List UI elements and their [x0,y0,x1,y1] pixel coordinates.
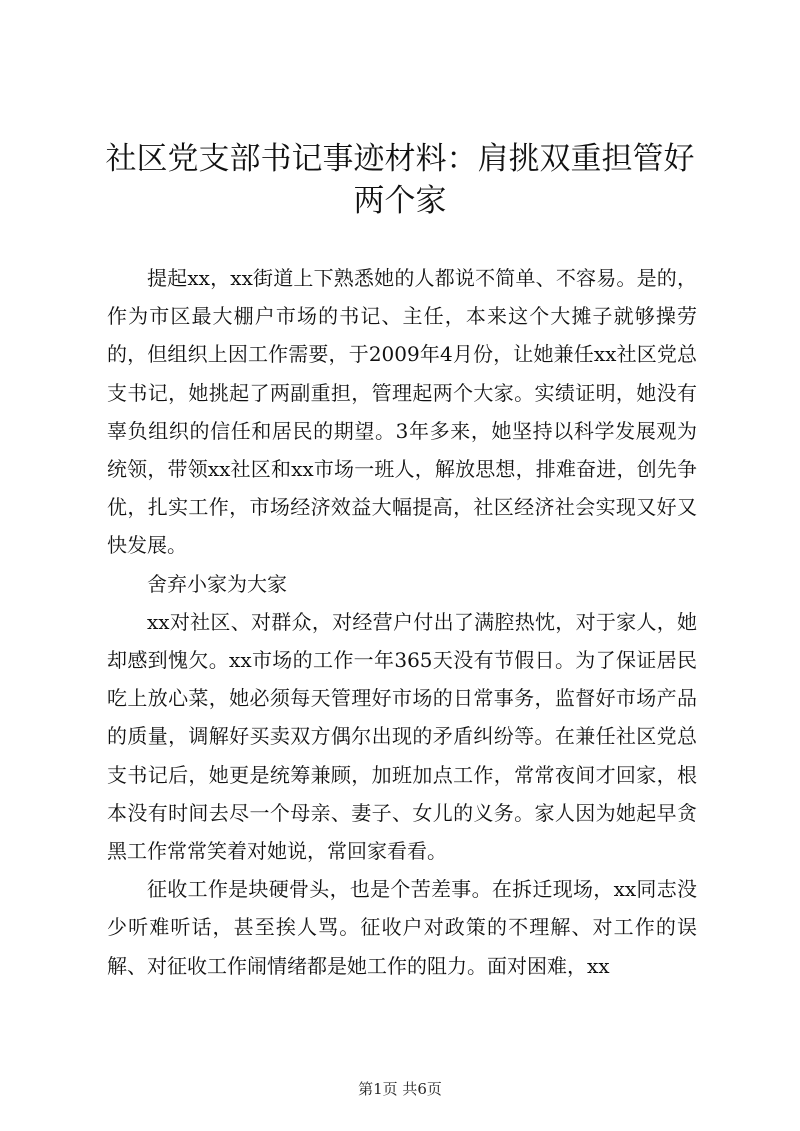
paragraph-family: xx对社区、对群众，对经营户付出了满腔热忱，对于家人，她却感到愧欠。xx市场的工作一年365天没有节假日。为了保证居民吃上放心菜，她必须每天管理好市场的日常事务，监督好市场产品的质量，调解好买卖双方偶尔出现的矛盾纠纷等。在兼任社区党总支书记后，她更是统筹兼顾，加班加点工作，常常夜间才回家，根本没有时间去尽一个母亲、妻子、女儿的义务。家人因为她起早贪黑工作常常笑着对她说，常回家看看。 [107,609,697,864]
document-title: 社区党支部书记事迹材料：肩挑双重担管好两个家 [105,141,695,219]
document-body [107,259,697,985]
page-footer: 第1页 共6页 [358,1080,442,1098]
paragraph-intro: 提起xx，xx街道上下熟悉她的人都说不简单、不容易。是的，作为市区最大棚户市场的书记、主任，本来这个大摊子就够操劳的，但组织上因工作需要，于2009年4月份，让她兼任xx社区党总支书记，她挑起了两副重担，管理起两个大家。实绩证明，她没有辜负组织的信任和居民的期望。3年多来，她坚持以科学发展观为统领，带领xx社区和xx市场一班人，解放思想，排难奋进，创先争优，扎实工作，市场经济效益大幅提高，社区经济社会实现又好又快发展。 [107,266,697,558]
section-heading: 舍弃小家为大家 [147,571,287,596]
paragraph-collection: 征收工作是块硬骨头，也是个苦差事。在拆迁现场，xx同志没少听难听话，甚至挨人骂。征收户对政策的不理解、对工作的误解、对征收工作闹情绪都是她工作的阻力。面对困难，xx [107,877,697,978]
